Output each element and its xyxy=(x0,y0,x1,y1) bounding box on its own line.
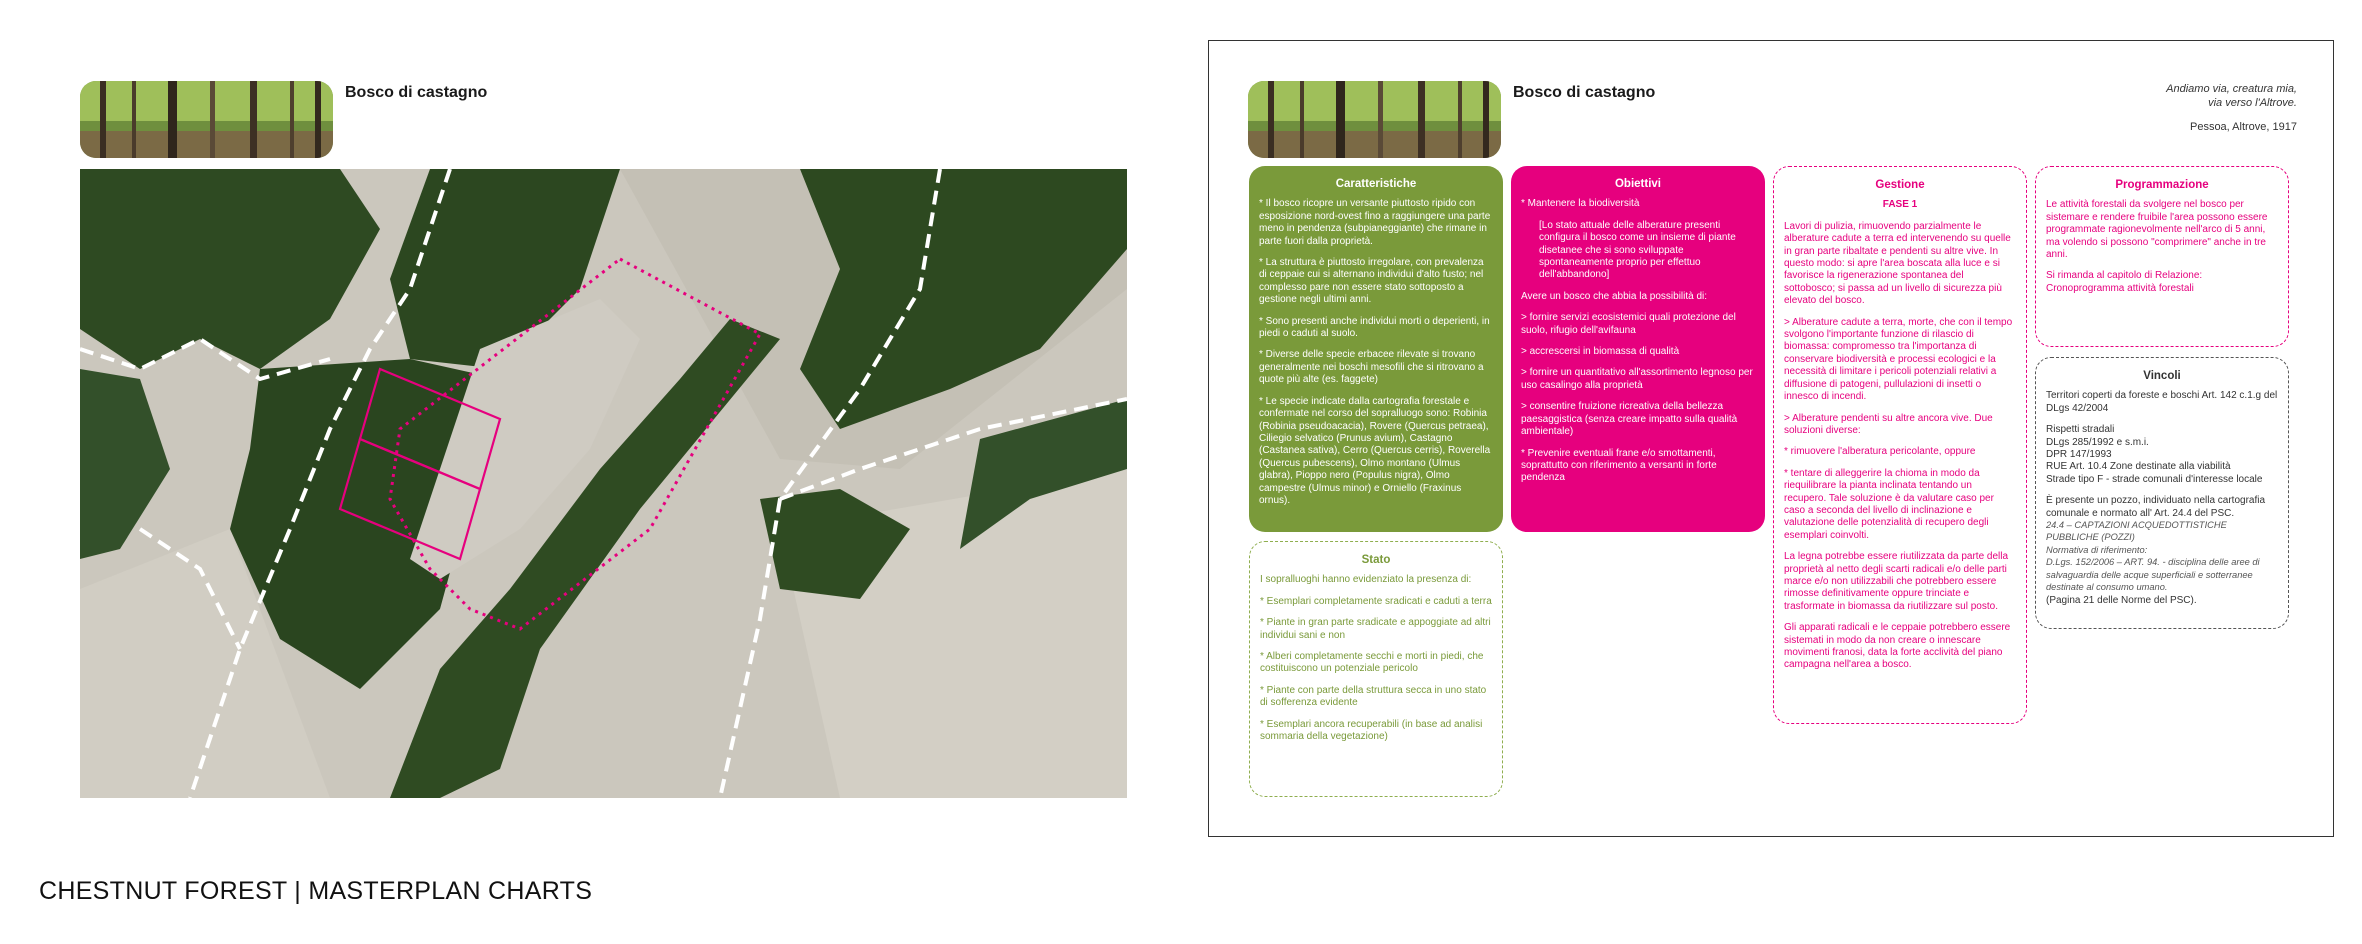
vincoli-p2 xyxy=(2046,424,2278,486)
stato-p4: * Alberi completamente secchi e morti in piedi, che costituiscono un potenziale pericolo xyxy=(1260,651,1484,675)
caratteristiche-p1: * Il bosco ricopre un versante piuttosto ripido con esposizione nord-ovest fino a raggiungere una parte meno in pendenza (subpianeggiante) che rimane in parte fuori dalla proprietà. xyxy=(1259,198,1491,247)
caratteristiche-p2: * La struttura è piuttosto irregolare, con prevalenza di ceppaie cui si alternano individui d'alto fusto; nel complesso pare non essere stato sottoposto a gestione negli ultimi anni. xyxy=(1259,257,1484,306)
vincoli-p3 xyxy=(2046,495,2278,607)
vincoli-p2-line4: RUE Art. 10.4 Zone destinate alla viabilità xyxy=(2046,461,2231,473)
obiettivi-p1: * Mantenere la biodiversità xyxy=(1521,198,1640,210)
gestione-p3: > Alberature pendenti su altre ancora vive. Due soluzioni diverse: xyxy=(1784,412,1993,436)
card-gestione xyxy=(1773,166,2027,724)
aerial-map xyxy=(80,169,1127,798)
forest-thumbnail-small xyxy=(1248,81,1501,158)
stato-p3: * Piante in gran parte sradicate e appoggiate ad altri individui sani e non xyxy=(1260,617,1491,641)
vincoli-p2-line5: Strade tipo F - strade comunali d'interesse locale xyxy=(2046,473,2263,485)
gestione-p7: Gli apparati radicali e le ceppaie potrebbero essere sistemati in modo da non creare o innescare movimenti franosi, data la forte acclività del piano campagna nell'area a bosco. xyxy=(1784,622,2011,671)
obiettivi-p7: > consentire fruizione ricreativa della bellezza paesaggistica (senza creare impatto sulla qualità ambientale) xyxy=(1521,401,1738,438)
stato-p1: I sopralluoghi hanno evidenziato la presenza di: xyxy=(1260,574,1472,586)
stato-p5: * Piante con parte della struttura secca in uno stato di sofferenza evidente xyxy=(1260,684,1487,709)
vincoli-p2-line1: Rispetti stradali xyxy=(2046,424,2115,436)
vincoli-p3-sub1: 24.4 – CAPTAZIONI ACQUEDOTTISTICHE PUBBLICHE (POZZI) xyxy=(2046,520,2227,543)
obiettivi-p5: > accrescersi in biomassa di qualità xyxy=(1521,346,1680,358)
card-gestione-title: Gestione xyxy=(1875,179,1925,191)
gestione-p4: * rimuovere l'alberatura pericolante, oppure xyxy=(1784,446,1976,458)
forest-thumbnail xyxy=(80,81,333,158)
left-section-title: Bosco di castagno xyxy=(345,84,488,101)
epigraph-line-2: via verso l'Altrove. xyxy=(2208,97,2297,109)
programmazione-p1: Le attività forestali da svolgere nel bosco per sistemare e rendere fruibile l'area possono essere programmate ragionevolmente nell'arco di 5 anni, ma volendo si possono "comprimere" anche in tre anni. xyxy=(2046,199,2268,261)
vincoli-p2-line3: DPR 147/1993 xyxy=(2046,449,2112,461)
card-obiettivi-title: Obiettivi xyxy=(1614,178,1661,190)
programmazione-p2: Si rimanda al capitolo di Relazione: Cronoprogramma attività forestali xyxy=(2046,270,2203,294)
vincoli-p3-text: È presente un pozzo, individuato nella cartografia comunale e normato all' Art. 24.4 del PSC. xyxy=(2046,495,2266,519)
vincoli-p3-sub3: D.Lgs. 152/2006 – ART. 94. - disciplina delle aree di salvaguardia delle acque superficiali e sotterranee destinate al consumo umano. xyxy=(2046,557,2260,593)
gestione-p1: Lavori di pulizia, rimuovendo parzialmente le alberature cadute a terra ed intervenendo su quelle in gran parte ribaltate e pendenti su altre vive. In questo modo: si apre l'area boscata alla luce e si favorisce la rigenerazione spontanea del sottobosco; si passa ad un livello di sicurezza più elevato del bosco. xyxy=(1784,220,2011,307)
gestione-p2: > Alberature cadute a terra, morte, che con il tempo svolgono l'importante funzione di rilascio di biomassa: compromesso tra l'importanza di conservare biodiversità e processi ecologici e la necessità di limitare i pericoli potenziali relativi a diffusione di patogeni, pullulazioni di insetti o innesco di incendi. xyxy=(1784,316,2013,403)
card-stato-title: Stato xyxy=(1361,554,1391,566)
card-caratteristiche xyxy=(1249,166,1503,532)
vincoli-p3-end: (Pagina 21 delle Norme del PSC). xyxy=(2046,594,2197,606)
card-vincoli-title: Vincoli xyxy=(2143,370,2181,382)
card-caratteristiche-title: Caratteristiche xyxy=(1335,178,1417,190)
card-programmazione-title: Programmazione xyxy=(2115,179,2209,191)
obiettivi-p2: [Lo stato attuale delle alberature presenti configura il bosco come un insieme di piante disetanee che si sono sviluppate spontaneamente proprio per effettuo dell'abbandono] xyxy=(1539,219,1736,281)
card-programmazione xyxy=(2035,166,2289,347)
obiettivi-p4: > fornire servizi ecosistemici quali protezione del suolo, rifugio dell'avifauna xyxy=(1521,312,1736,336)
caratteristiche-p3: * Sono presenti anche individui morti o deperienti, in piedi o caduti al suolo. xyxy=(1259,315,1490,340)
card-vincoli xyxy=(2035,357,2289,629)
epigraph-source: Pessoa, Altrove, 1917 xyxy=(2189,121,2297,133)
vincoli-p3-sub2: Normativa di riferimento: xyxy=(2046,544,2148,555)
stato-p6: * Esemplari ancora recuperabili (in base ad analisi sommaria della vegetazione) xyxy=(1260,718,1483,743)
epigraph xyxy=(2050,82,2297,134)
footer-caption: CHESTNUT FOREST | MASTERPLAN CHARTS xyxy=(39,877,593,905)
gestione-p6: La legna potrebbe essere riutilizzata da parte della proprietà al netto degli scarti radicali e/o delle parti marce e/o non utilizzabili che potrebbero essere rimosse definitivamente oppure trinciate e trasformate in biomassa da riutilizzare sul posto. xyxy=(1784,551,2009,612)
epigraph-line-1: Andiamo via, creatura mia, xyxy=(2166,83,2297,95)
obiettivi-p6: > fornire un quantitativo all'assortimento legnoso per uso casalingo alla proprietà xyxy=(1521,367,1753,391)
gestione-phase: FASE 1 xyxy=(1882,199,1918,211)
vincoli-p2-line2: DLgs 285/1992 e s.m.i. xyxy=(2046,436,2149,448)
obiettivi-p8: * Prevenire eventuali frane e/o smottamenti, soprattutto con riferimento a versanti in forte pendenza xyxy=(1521,447,1717,484)
vincoli-p1: Territori coperti da foreste e boschi Art. 142 c.1.g del DLgs 42/2004 xyxy=(2046,390,2278,414)
gestione-p5: * tentare di alleggerire la chioma in modo da riequilibrare la pianta inclinata tentando un recupero. Tale soluzione è da valutare caso per caso a seconda del livello di inclinazione e valutazione delle potenzialità di recupero degli esemplari coinvolti. xyxy=(1784,467,1994,541)
right-section-title: Bosco di castagno xyxy=(1513,84,1656,101)
caratteristiche-p4: * Diverse delle specie erbacee rilevate si trovano generalmente nei boschi mesofili che si ritrovano a quote più alte (es. faggete) xyxy=(1259,349,1484,386)
card-stato xyxy=(1249,541,1503,797)
obiettivi-p3: Avere un bosco che abbia la possibilità di: xyxy=(1521,290,1708,302)
stato-p2: * Esemplari completamente sradicati e caduti a terra xyxy=(1260,595,1492,607)
card-obiettivi xyxy=(1511,166,1765,532)
caratteristiche-p5: * Le specie indicate dalla cartografia forestale e confermate nel corso del sopralluogo sono: Robinia (Robinia pseudoacacia), Rovere (Quercus petraea), Ciliegio selvatico (Prunus avium), Castagno (Castanea sativa), Cerro (Quercus cerris), Roverella (Quercus pubescens), Olmo montano (Ulmus glabra), Pioppo nero (Populus nigra), Olmo campestre (Ulmus minor) e Orniello (Fraxinus ornus). xyxy=(1259,395,1491,506)
